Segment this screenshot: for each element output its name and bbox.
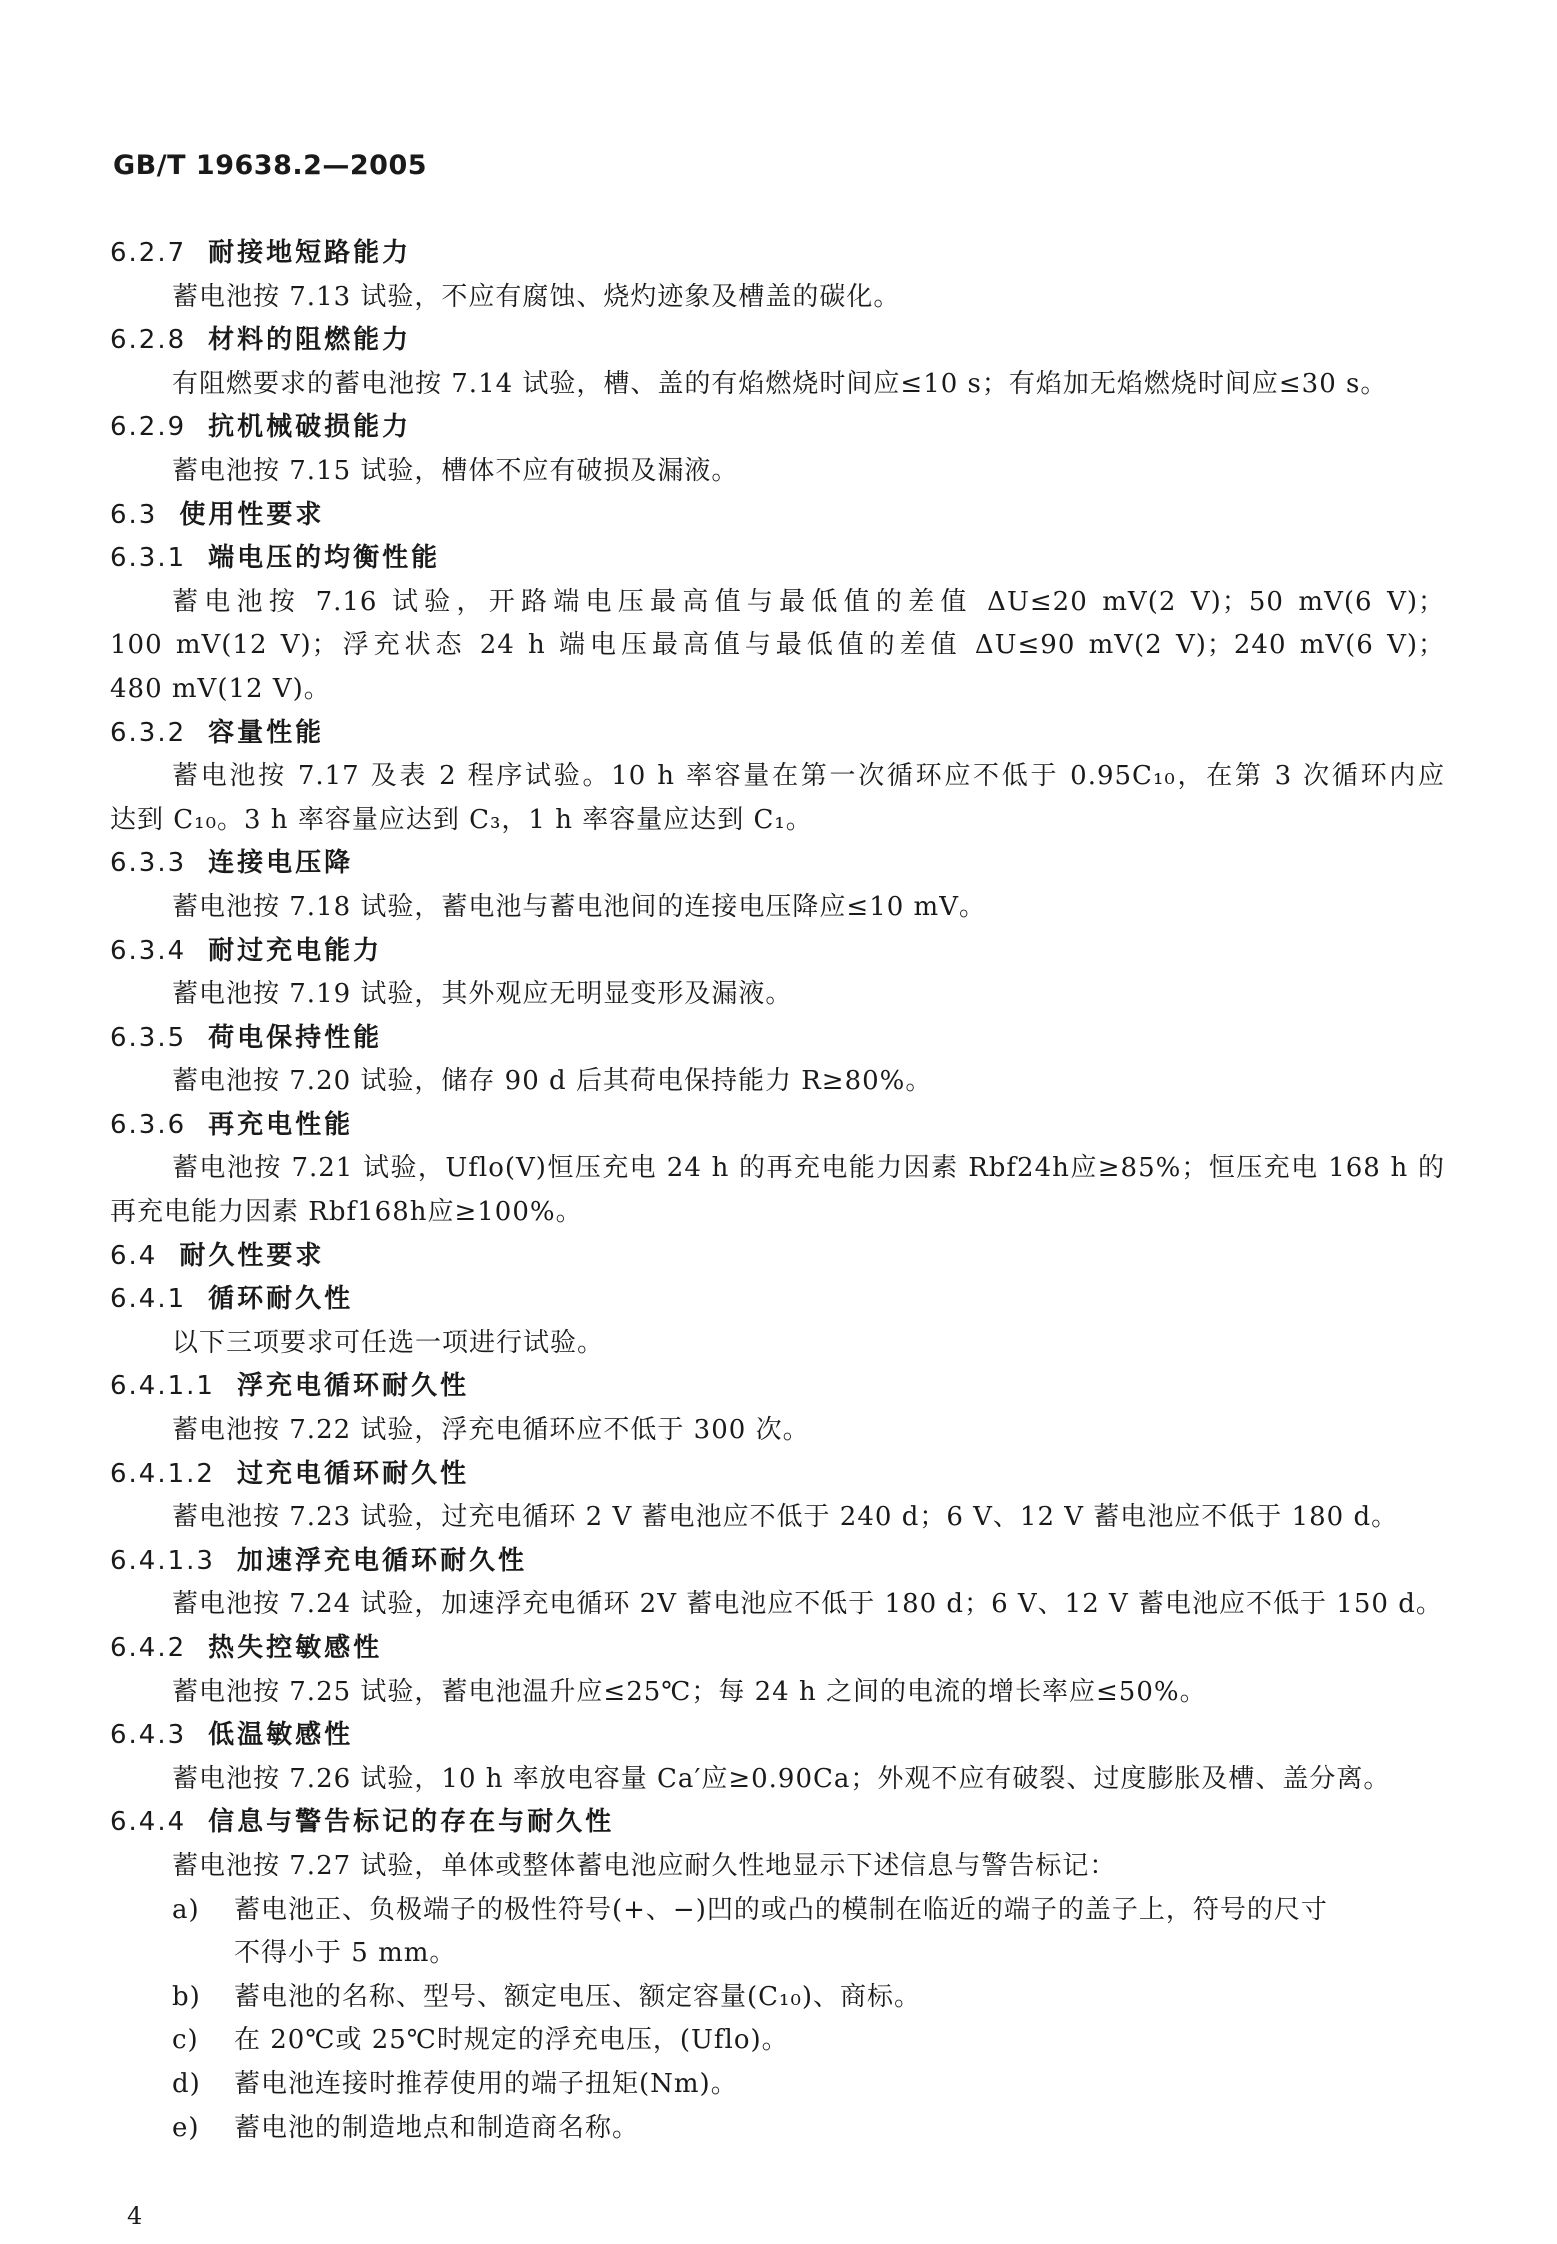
section-heading — [110, 1017, 1445, 1061]
list-item — [110, 2019, 1445, 2063]
section-number: 6.2.9 — [110, 412, 187, 443]
list-item-text: 蓄电池正、负极端子的极性符号(+、−)凹的或凸的模制在临近的端子的盖子上，符号的尺寸 — [234, 1894, 1328, 1925]
paragraph-line: 100 mV(12 V)；浮充状态 24 h 端电压最高值与最低值的差值 ΔU≤90 mV(2 V)；240 mV(6 V)； — [110, 630, 1445, 661]
section-number: 6.4.1.3 — [110, 1545, 215, 1576]
paragraph-line: 480 mV(12 V)。 — [110, 673, 331, 704]
section-title: 使用性要求 — [179, 499, 325, 530]
section-title: 材料的阻燃能力 — [208, 325, 412, 356]
section-heading — [110, 1235, 1445, 1279]
section-heading — [110, 712, 1445, 756]
paragraph-line: 再充电能力因素 Rbf168h应≥100%。 — [110, 1197, 583, 1228]
paragraph-line: 蓄电池按 7.17 及表 2 程序试验。10 h 率容量在第一次循环应不低于 0.95C₁₀，在第 3 次循环内应 — [172, 761, 1445, 792]
section-heading — [110, 1801, 1445, 1845]
section-title: 连接电压降 — [208, 848, 354, 879]
section-title: 循环耐久性 — [208, 1284, 354, 1315]
section-title: 加速浮充电循环耐久性 — [236, 1545, 527, 1576]
standard-code-header: GB/T 19638.2—2005 — [113, 150, 428, 181]
section-number: 6.4.1.2 — [110, 1458, 215, 1489]
list-item-label: d) — [172, 2068, 201, 2099]
section-heading — [110, 1714, 1445, 1758]
section-title: 荷电保持性能 — [208, 1022, 383, 1053]
section-number: 6.2.7 — [110, 238, 187, 268]
section-title: 低温敏感性 — [208, 1720, 354, 1751]
document-body — [110, 232, 1445, 2150]
section-number: 6.3.6 — [110, 1109, 187, 1140]
section-number: 6.3.2 — [110, 717, 187, 748]
list-item — [110, 1889, 1445, 1933]
list-item-label: c) — [172, 2025, 199, 2056]
section-number: 6.3 — [110, 499, 158, 530]
section-number: 6.4.4 — [110, 1807, 187, 1838]
list-item-label: a) — [172, 1894, 200, 1925]
list-item-text: 蓄电池的制造地点和制造商名称。 — [234, 2112, 640, 2143]
section-number: 6.4 — [110, 1240, 158, 1271]
paragraph-line: 蓄电池按 7.18 试验，蓄电池与蓄电池间的连接电压降应≤10 mV。 — [172, 891, 986, 922]
section-title: 热失控敏感性 — [208, 1633, 383, 1663]
section-title: 端电压的均衡性能 — [208, 543, 441, 574]
section-number: 6.4.1 — [110, 1284, 187, 1315]
list-item — [110, 1976, 1445, 2020]
section-heading — [110, 1365, 1445, 1409]
section-heading — [110, 319, 1445, 363]
list-item-label: e) — [172, 2112, 200, 2143]
section-heading — [110, 1627, 1445, 1671]
paragraph-line: 有阻燃要求的蓄电池按 7.14 试验，槽、盖的有焰燃烧时间应≤10 s；有焰加无焰燃烧时间应≤30 s。 — [172, 368, 1388, 399]
paragraph-line: 蓄电池按 7.23 试验，过充电循环 2 V 蓄电池应不低于 240 d；6 V、12 V 蓄电池应不低于 180 d。 — [172, 1502, 1399, 1533]
section-heading — [110, 930, 1445, 974]
paragraph-line: 蓄电池按 7.13 试验，不应有腐蚀、烧灼迹象及槽盖的碳化。 — [172, 281, 901, 312]
paragraph-line: 蓄电池按 7.20 试验，储存 90 d 后其荷电保持能力 R≥80%。 — [172, 1066, 933, 1097]
section-heading — [110, 1278, 1445, 1322]
section-heading — [110, 494, 1445, 538]
section-title: 信息与警告标记的存在与耐久性 — [208, 1807, 615, 1838]
section-number: 6.3.3 — [110, 848, 187, 879]
list-item-text: 蓄电池连接时推荐使用的端子扭矩(Nm)。 — [234, 2068, 738, 2099]
section-number: 6.3.1 — [110, 543, 187, 574]
section-heading — [110, 842, 1445, 886]
section-heading — [110, 537, 1445, 581]
section-heading — [110, 1540, 1445, 1584]
section-title: 浮充电循环耐久性 — [236, 1371, 469, 1402]
section-heading — [110, 1104, 1445, 1148]
paragraph-line: 蓄电池按 7.16 试验，开路端电压最高值与最低值的差值 ΔU≤20 mV(2 V)；50 mV(6 V)； — [172, 586, 1445, 617]
list-item-continuation: 不得小于 5 mm。 — [234, 1938, 457, 1969]
section-number: 6.2.8 — [110, 325, 187, 356]
section-title: 耐接地短路能力 — [208, 238, 412, 268]
section-heading — [110, 232, 1445, 276]
list-item — [110, 2063, 1445, 2107]
section-title: 耐过充电能力 — [208, 935, 383, 966]
section-heading — [110, 406, 1445, 450]
paragraph-line: 蓄电池按 7.26 试验，10 h 率放电容量 Ca′应≥0.90Ca；外观不应有破裂、过度膨胀及槽、盖分离。 — [172, 1763, 1391, 1794]
paragraph-line: 蓄电池按 7.24 试验，加速浮充电循环 2V 蓄电池应不低于 180 d；6 V、12 V 蓄电池应不低于 150 d。 — [172, 1589, 1443, 1620]
list-item-text: 在 20℃或 25℃时规定的浮充电压，(Uflo)。 — [234, 2025, 789, 2056]
section-number: 6.4.1.1 — [110, 1371, 215, 1402]
section-title: 过充电循环耐久性 — [236, 1458, 469, 1489]
paragraph-line: 达到 C₁₀。3 h 率容量应达到 C₃，1 h 率容量应达到 C₁。 — [110, 804, 813, 835]
section-title: 再充电性能 — [208, 1109, 354, 1140]
section-number: 6.4.3 — [110, 1720, 187, 1751]
paragraph-line: 蓄电池按 7.25 试验，蓄电池温升应≤25℃；每 24 h 之间的电流的增长率应≤50%。 — [172, 1676, 1207, 1707]
paragraph-line: 蓄电池按 7.21 试验，Uflo(V)恒压充电 24 h 的再充电能力因素 Rbf24h应≥85%；恒压充电 168 h 的 — [172, 1153, 1445, 1184]
list-item-label: b) — [172, 1981, 201, 2012]
paragraph-line: 蓄电池按 7.27 试验，单体或整体蓄电池应耐久性地显示下述信息与警告标记： — [172, 1850, 1117, 1881]
paragraph-line: 蓄电池按 7.15 试验，槽体不应有破损及漏液。 — [172, 455, 739, 486]
section-title: 容量性能 — [208, 717, 325, 748]
section-number: 6.3.5 — [110, 1022, 187, 1053]
list-item-text: 蓄电池的名称、型号、额定电压、额定容量(C₁₀)、商标。 — [234, 1981, 922, 2012]
paragraph-line: 蓄电池按 7.19 试验，其外观应无明显变形及漏液。 — [172, 979, 793, 1010]
section-heading — [110, 1453, 1445, 1497]
section-title: 抗机械破损能力 — [208, 412, 412, 443]
section-title: 耐久性要求 — [179, 1240, 325, 1271]
section-number: 6.4.2 — [110, 1633, 187, 1663]
section-number: 6.3.4 — [110, 935, 187, 966]
list-item — [110, 2107, 1445, 2151]
page-number: 4 — [127, 2202, 143, 2230]
paragraph-line: 以下三项要求可任选一项进行试验。 — [172, 1327, 605, 1358]
paragraph-line: 蓄电池按 7.22 试验，浮充电循环应不低于 300 次。 — [172, 1415, 810, 1446]
